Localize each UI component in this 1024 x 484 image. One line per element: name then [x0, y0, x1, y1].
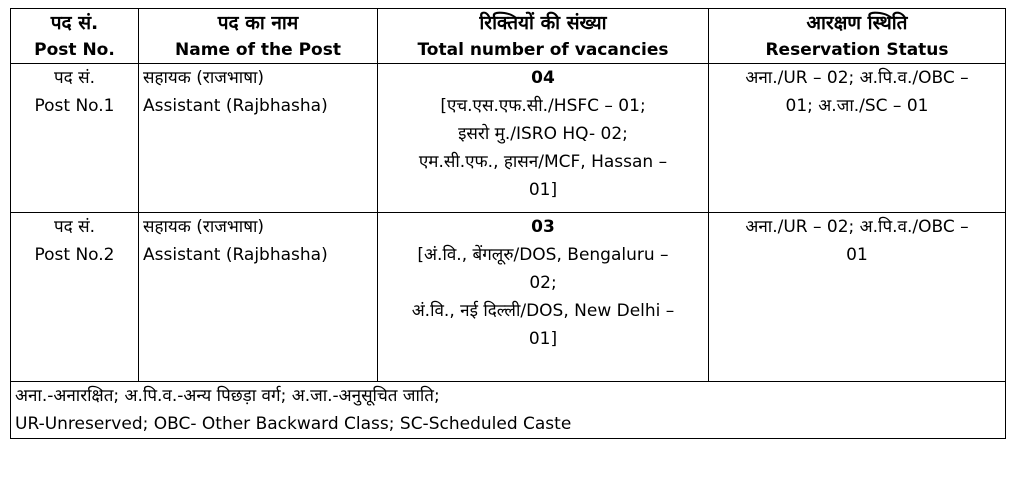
abbreviation-note-hi: अना.-अनारक्षित; अ.पि.व.-अन्य पिछड़ा वर्ग; अ.जा.-अनुसूचित जाति; [15, 386, 440, 406]
header-reservation [709, 9, 1006, 64]
vacancy-breakup-line: अं.वि., नई दिल्ली/DOS, New Delhi – [411, 301, 675, 321]
abbreviation-note-en: UR-Unreserved; OBC- Other Backward Class; SC-Scheduled Caste [15, 414, 572, 434]
header-reservation-hi: आरक्षण स्थिति [806, 12, 908, 34]
footer-row [11, 382, 1006, 439]
vacancy-total: 03 [531, 217, 555, 237]
header-vacancies [378, 9, 709, 64]
post-no-cell [11, 64, 139, 213]
post-name-hi: सहायक (राजभाषा) [143, 68, 265, 88]
post-name-en: Assistant (Rajbhasha) [143, 96, 328, 116]
header-row [11, 9, 1006, 64]
table-row [11, 64, 1006, 213]
vacancies-cell [378, 213, 709, 382]
reservation-line: 01 [846, 245, 868, 265]
vacancy-breakup-line: [एच.एस.एफ.सी./HSFC – 01; [440, 96, 646, 116]
reservation-line: अना./UR – 02; अ.पि.व./OBC – [745, 68, 969, 88]
vacancy-breakup-line: एम.सी.एफ., हासन/MCF, Hassan – [418, 152, 668, 172]
header-vacancies-en: Total number of vacancies [417, 40, 669, 60]
abbreviation-note [11, 382, 1006, 439]
vacancy-table [10, 8, 1006, 439]
post-name-en: Assistant (Rajbhasha) [143, 245, 328, 265]
post-name-hi: सहायक (राजभाषा) [143, 217, 265, 237]
header-post-name [139, 9, 378, 64]
vacancy-breakup-line: 02; [529, 273, 557, 293]
reservation-line: अना./UR – 02; अ.पि.व./OBC – [745, 217, 969, 237]
reservation-cell [709, 64, 1006, 213]
header-vacancies-hi: रिक्तियों की संख्या [479, 12, 607, 34]
vacancy-total: 04 [531, 68, 555, 88]
reservation-line: 01; अ.जा./SC – 01 [785, 96, 929, 116]
post-no-cell [11, 213, 139, 382]
header-reservation-en: Reservation Status [765, 40, 949, 60]
vacancy-breakup-line: इसरो मु./ISRO HQ- 02; [458, 124, 628, 144]
reservation-cell [709, 213, 1006, 382]
header-post-no-hi: पद सं. [50, 12, 99, 34]
header-post-no [11, 9, 139, 64]
vacancy-breakup-line: [अं.वि., बेंगलूरु/DOS, Bengaluru – [417, 245, 669, 265]
table-row [11, 213, 1006, 382]
vacancy-breakup-line: 01] [528, 180, 558, 200]
vacancies-cell [378, 64, 709, 213]
post-no-hi: पद सं. [54, 217, 95, 237]
post-no-en: Post No.2 [34, 245, 115, 265]
post-no-hi: पद सं. [54, 68, 95, 88]
vacancy-breakup-line: 01] [528, 329, 558, 349]
post-name-cell [139, 213, 378, 382]
header-post-no-en: Post No. [34, 40, 115, 60]
header-post-name-en: Name of the Post [175, 40, 341, 60]
post-no-en: Post No.1 [34, 96, 115, 116]
post-name-cell [139, 64, 378, 213]
header-post-name-hi: पद का नाम [217, 12, 299, 34]
